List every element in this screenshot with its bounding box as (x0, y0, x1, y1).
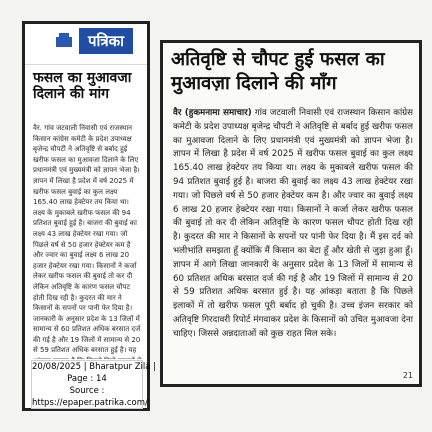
corner-mark: 21 (402, 371, 413, 380)
left-headline: फसल का मुआवजा दिलाने की मांग (33, 70, 132, 102)
masthead (25, 24, 147, 65)
right-headline: अतिवृष्टि से चौपट हुई फसल का मुआवज़ा दिलाने की माँग (171, 49, 385, 94)
footer-line-2: Page : 14 (67, 374, 107, 384)
newspaper-logo: पत्रिका (79, 28, 133, 54)
footer-line-4[interactable]: https://epaper.patrika.com/ (32, 398, 148, 408)
byline: वैर (हुकमनामा समाचार) (173, 108, 252, 118)
emblem-icon (55, 31, 73, 49)
left-article-body: वैर. गांव जटवाली निवासी एवं राजस्थान किसान कांग्रेस कमेटी के प्रदेश उपाध्यक्ष बृजेन्द्र चौपटी ने अतिवृष्टि से बर्बाद हुई खरीफ फसल का मुआवजा दिलाने के लिए प्रधानमंत्री एवं मुख्यमंत्री को ज्ञापन भेजा है। ज्ञापन में लिखा है प्रदेश में वर्ष 2025 में खरीफ फसल बुवाई का कुल लक्ष्य 165.40 लाख हेक्टेयर तय किया था। लक्ष्य के मुकाबले खरीफ फसल की 94 प्रतिशत बुवाई हुई है। बाजरा की बुवाई का लक्ष्य 43 लाख हेक्टेयर रखा गया। जो पिछले वर्ष से 50 हजार हेक्टेयर कम है और ज्वार का बुवाई लक्ष्य 6 लाख 20 हजार हेक्टेयर रखा गया। किसानों ने कर्जा लेकर खरीफ फसल की बुवाई तो कर दी लेकिन अतिवृष्टि के कारण फसल चौपट होती दिख रही है। कुदरत की मार ने किसानों के सपनों पर पानी फेर दिया है। जानकारी के अनुसार प्रदेश के 13 जिलों में सामान्य से 60 प्रतिशत अधिक बरसात दर्ज की गई है और 19 जिलों में सामान्य से 20 से 59 प्रतिशत अधिक बरसात हुई है। यह (33, 124, 141, 355)
right-article-text: गांव जटवाली निवासी एवं राजस्थान किसान कांग्रेस कमेटी के प्रदेश उपाध्यक्ष बृजेन्द्र चौपटी ने अतिवृष्टि से बर्बाद हुई खरीफ फसल का मुआवजा दिलाने के लिए प्रधानमंत्री एवं मुख्यमंत्री को ज्ञापन भेजा है। ज्ञापन में लिखा है प्रदेश में वर्ष 2025 में खरीफ फसल बुवाई का कुल लक्ष्य 165.40 लाख हेक्टेयर तय किया था। लक्ष्य के मुकाबले खरीफ फसल की 94 प्रतिशत बुवाई हुई है। बाजरा की बुवाई का लक्ष्य 43 लाख हेक्टेयर रखा गया। जो पिछले वर्ष से 50 हजार हेक्टेयर कम है। और ज्वार का बुवाई लक्ष्य 6 लाख 20 हजार हेक्टेयर रखा गया। किसानों ने कर्जा लेकर खरीफ फसल की बुवाई तो कर दी लेकिन अतिवृष्टि के कारण फसल चौपट होती दिख रही है। कुदरत की मार ने किसानों के सपनों पर पानी फेर दिया है। मैं इस दर्द को भलीभांति समझता हूँ क्योंकि मैं किसान का बेटा हूँ और खेती से जुड़ा हुआ हूँ। ज्ञापन में आगे लिखा जानकारी के अनुसार प्रदेश के 13 जिलों में सामान्य से 60 प्रतिशत अधिक बरसात दर्ज की गई है और 19 जिलों में सामान्य से 20 से 59 प्रतिशत अधिक बरसात हुई है। यह आंकड़ा बताता है कि पिछले इलाकों में तो खरीफ फसल पूरी बर्बाद हो चुकी है। उच्च इंजन सरकार को अतिवृष्टि गिरदावरी रिपोर्ट मंगवाकर प्रदेश के किसानों को उचित मुआवजा देना चाहिए। जिससे अन्नदाताओं को कुछ राहत मिल सके। (173, 108, 413, 339)
left-clipping-inner (25, 24, 157, 408)
left-footer (31, 360, 157, 409)
right-clipping (160, 40, 422, 387)
footer-line-1: 20/08/2025 | Bharatpur Zila | (32, 362, 157, 372)
footer-line-3: Source : (69, 386, 105, 396)
right-article-body (173, 107, 413, 383)
left-clipping (22, 21, 157, 411)
